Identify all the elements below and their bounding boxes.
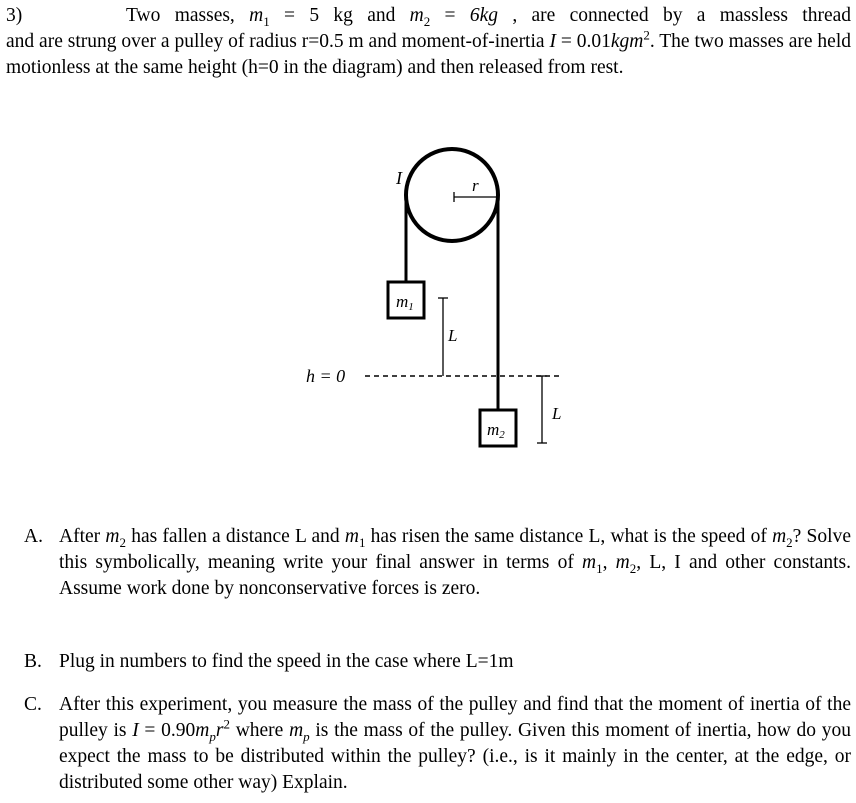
- intro-rest-a: and are strung over a pulley of radius r=0.5 m and moment-of-inertia: [6, 31, 550, 52]
- label-L-upper: L: [448, 326, 458, 345]
- qc-mp: m: [289, 720, 304, 741]
- problem-first-line: [6, 3, 851, 29]
- qc-r: r: [215, 720, 224, 741]
- problem-number: 3): [6, 5, 23, 26]
- qa-text-e: , L, I and other constants. Assume work done by nonconservative forces is zero.: [59, 552, 852, 599]
- qa-m1-sub: 1: [358, 534, 366, 550]
- qa-m1c-sub: 1: [596, 560, 603, 576]
- pulley-circle: [406, 149, 498, 241]
- qa-m1: m: [344, 526, 359, 547]
- qa-text-c: has risen the same distance L, what is the speed of: [365, 526, 773, 547]
- label-L-lower: L: [552, 404, 562, 423]
- qc-eq: = 0.90: [138, 720, 196, 741]
- question-a: [24, 524, 851, 602]
- qc-r-sup: 2: [223, 716, 230, 732]
- I-units-sup: 2: [643, 27, 650, 43]
- m1-symbol: m: [249, 5, 264, 26]
- question-a-letter: A.: [24, 526, 43, 547]
- qa-m2c-sub: 2: [629, 560, 637, 576]
- question-a-text: [59, 524, 851, 602]
- qa-m2b-sub: 2: [786, 534, 793, 550]
- label-r: r: [472, 176, 479, 195]
- m1-value: = 5 kg and: [269, 5, 410, 26]
- label-m2-sub: 2: [499, 429, 505, 441]
- question-c-text: [59, 692, 851, 796]
- pulley-svg: [300, 140, 580, 470]
- qa-m2: m: [105, 526, 120, 547]
- qa-comma: ,: [602, 552, 616, 573]
- qc-text-b: where: [229, 720, 290, 741]
- m2-sub: 2: [423, 13, 431, 29]
- qa-m2b: m: [772, 526, 787, 547]
- label-m1-sub: 1: [408, 301, 414, 313]
- label-I: I: [396, 168, 402, 188]
- intro-rest-b: . The two masses are held motionless at the same height (h=0 in the diagram) and then released from rest.: [6, 31, 851, 78]
- m1-sub: 1: [263, 13, 270, 29]
- I-value: = 0.01: [555, 31, 611, 52]
- qa-text-d: ? Solve this symbolically, meaning write your final answer in terms of: [59, 526, 851, 573]
- qa-m1c: m: [582, 552, 597, 573]
- label-h0: h = 0: [306, 366, 346, 386]
- qc-I: I: [132, 720, 139, 741]
- m2-value: 6kg: [469, 5, 499, 26]
- qc-text-a: After this experiment, you measure the mass of the pulley and find that the moment of inertia of the pulley is: [59, 694, 851, 741]
- qc-m: m: [195, 720, 210, 741]
- qc-m-sub: p: [209, 728, 216, 744]
- I-symbol: I: [549, 31, 556, 52]
- intro-text: Two masses,: [126, 5, 250, 26]
- question-b: [24, 649, 851, 675]
- qa-text-b: has fallen a distance L and: [125, 526, 345, 547]
- problem-statement: [6, 3, 851, 81]
- qc-mp-sub: p: [303, 728, 310, 744]
- qa-m2-sub: 2: [119, 534, 126, 550]
- intro-text-b: , are connected by a massless thread: [498, 5, 851, 26]
- label-m2-m: m: [487, 420, 500, 439]
- label-m1-m: m: [396, 292, 409, 311]
- question-b-text: Plug in numbers to find the speed in the case where L=1m: [59, 651, 514, 672]
- qa-text-a: After: [59, 526, 106, 547]
- qc-text-c: is the mass of the pulley. Given this moment of inertia, how do you expect the mass to be distributed within the pulley? (i.e., is it mainly in the center, at the edge, or distributed some other way) Explain.: [59, 720, 852, 793]
- qa-m2c: m: [615, 552, 630, 573]
- m2-eq: =: [430, 5, 470, 26]
- question-c-letter: C.: [24, 694, 42, 715]
- pulley-diagram: [300, 140, 580, 470]
- m2-symbol: m: [409, 5, 424, 26]
- question-c: [24, 692, 851, 796]
- I-units: kgm: [610, 31, 644, 52]
- question-b-letter: B.: [24, 651, 42, 672]
